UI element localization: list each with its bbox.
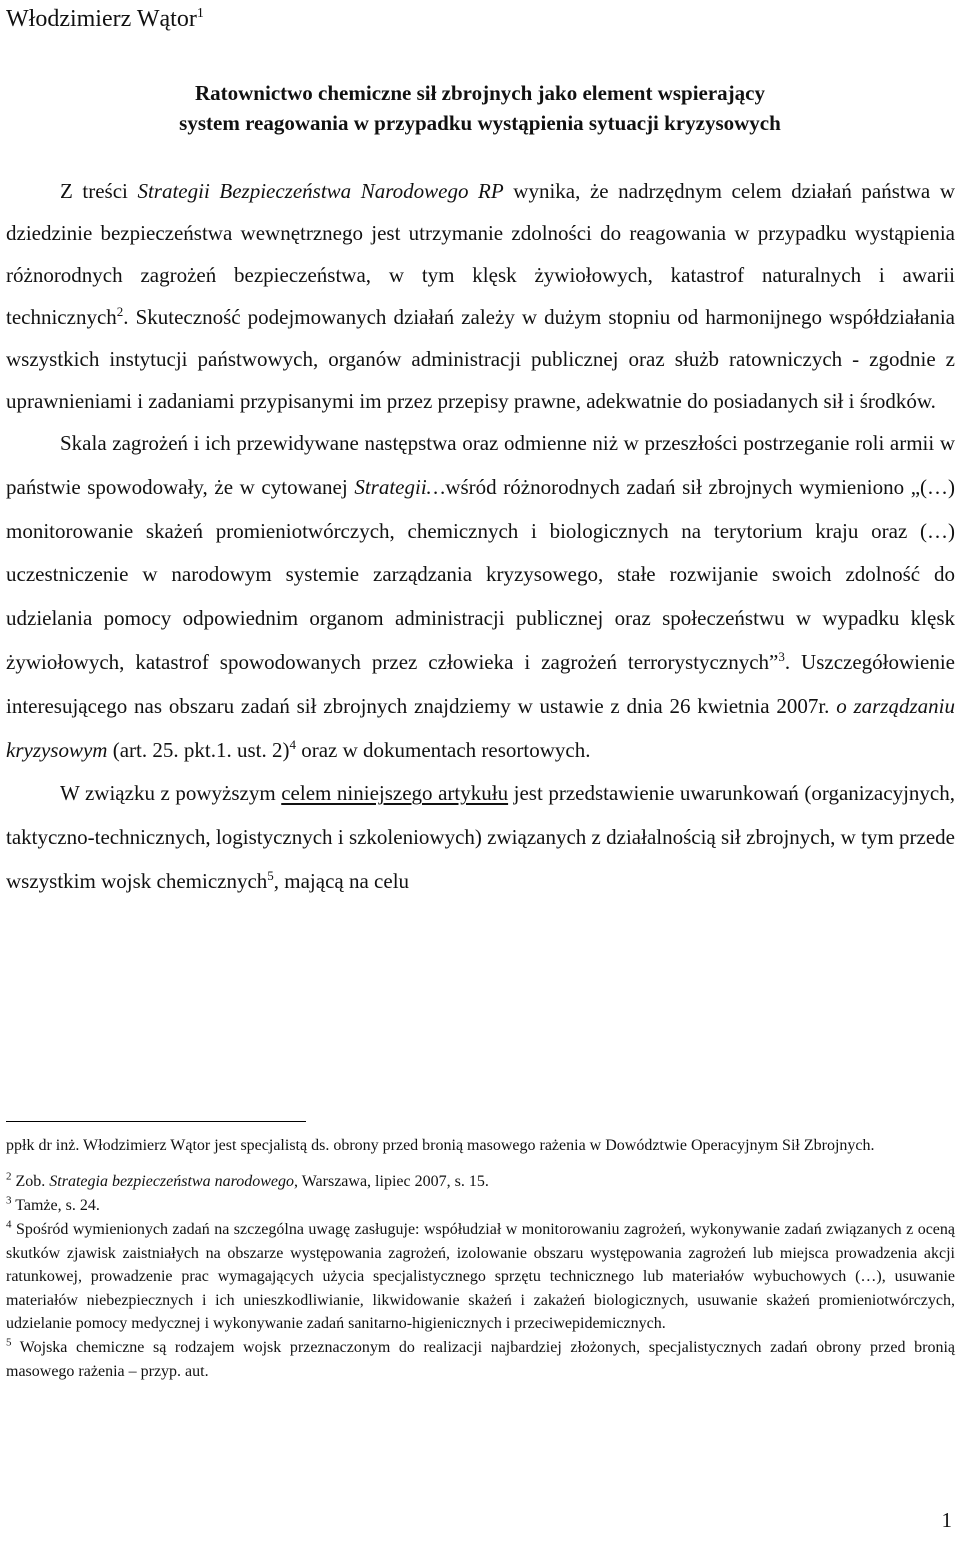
- footnote-4: $^4$ Spośród wymienionych zadań na szczególna uwagę zasługuje: współudział w monitorowaniu zagrożeń, wykonywanie zadań związanych z oceną skutków zjawisk zaistniałych na obszarze występowania zagrożeń, izolowanie obszaru występowania zagrożeń lub miejsca prowadzenia akcji ratunkowej, prowadzenie prac wymagających użycia specjalistycznego sprzętu technicznego lub materiałów wybuchowych (…), usuwanie materiałów niebezpiecznych i ich unieszkodliwianie, likwidowanie skażeń i zakażeń biologicznych, usuwanie skażeń promieniotwórczych, udzielanie pomocy medycznej i wykonywanie zadań sanitarno-higienicznych i przeciwepidemicznych.: [6, 1218, 955, 1333]
- italic-strategy: Strategii…: [354, 474, 446, 499]
- footnote-separator: [6, 1121, 306, 1122]
- italic-act-title: o zarządzaniu kryzysowym: [6, 693, 955, 762]
- article-body: [6, 170, 955, 904]
- footnote-ref-4[interactable]: 4: [289, 736, 296, 752]
- article-title: [0, 78, 960, 138]
- paragraph-3: W związku z powyższym celem niniejszego artykułu jest przedstawienie uwarunkowań (organizacyjnych, taktyczno-technicznych, logistycznych i szkoleniowych) związanych z działalnością sił zbrojnych, w tym przede wszystkim wojsk chemicznych$^5$, mającą na celu: [6, 781, 955, 893]
- underlined-phrase: celem niniejszego artykułu: [281, 781, 509, 806]
- footnote-ref-5[interactable]: 5: [267, 867, 274, 883]
- author-name: Włodzimierz Wątor$^1$: [6, 6, 204, 32]
- footnote-5: $^5$ Wojska chemiczne są rodzajem wojsk przeznaczonym do realizacji najbardziej złożonych, specjalistycznych zadań obrony przed bronią masowego rażenia – przyp. aut.: [6, 1336, 955, 1380]
- title-line-2: system reagowania w przypadku wystąpienia sytuacji kryzysowych: [179, 111, 781, 135]
- footnote-2: $^2$ Zob. Strategia bezpieczeństwa narodowego, Warszawa, lipiec 2007, s. 15.: [6, 1170, 489, 1190]
- page-number: 1: [941, 1508, 952, 1532]
- footnote-ref-2[interactable]: 2: [116, 304, 124, 319]
- footnote-ref-3[interactable]: 3: [778, 648, 785, 664]
- italic-title: Strategii Bezpieczeństwa Narodowego RP: [137, 179, 504, 203]
- paragraph-2: Skala zagrożeń i ich przewidywane następstwa oraz odmienne niż w przeszłości postrzeganie roli armii w państwie spowodowały, że w cytowanej Strategii…wśród różnorodnych zadań sił zbrojnych wymieniono „(…) monitorowanie skażeń promieniotwórczych, chemicznych i biologicznych na terytorium kraju oraz (…) uczestniczenie w narodowym systemie zarządzania kryzysowego, stałe rozwijanie swoich zdolność do udzielania pomocy odpowiednim organom administracji publicznej oraz społeczeństwu w wypadku klęsk żywiołowych, katastrof spowodowanych przez człowieka i zagrożeń terrorystycznych”$^3$. Uszczegółowienie interesującego nas obszaru zadań sił zbrojnych znajdziemy w ustawie z dnia 26 kwietnia 2007r. o zarządzaniu kryzysowym (art. 25. pkt.1. ust. 2)$^4$ oraz w dokumentach resortowych.: [6, 431, 955, 762]
- paragraph-1: Z treści Strategii Bezpieczeństwa Narodowego RP wynika, że nadrzędnym celem działań państwa w dziedzinie bezpieczeństwa wewnętrznego jest utrzymanie zdolności do reagowania w przypadku wystąpienia różnorodnych zagrożeń bezpieczeństwa, w tym klęsk żywiołowych, katastrof naturalnych i awarii technicznych$^2$. Skuteczność podejmowanych działań zależy w dużym stopniu od harmonijnego współdziałania wszystkich instytucji państwowych, organów administracji publicznej oraz służb ratowniczych - zgodnie z uprawnieniami i zadaniami przypisanymi im przez przepisy prawne, adekwatnie do posiadanych sił i środków.: [6, 179, 955, 413]
- footnotes: [6, 1134, 955, 1383]
- author-footnote-mark: 1: [196, 6, 204, 21]
- footnote-author: ppłk dr inż. Włodzimierz Wątor jest specjalistą ds. obrony przed bronią masowego rażenia w Dowództwie Operacyjnym Sił Zbrojnych.: [6, 1137, 875, 1154]
- title-line-1: Ratownictwo chemiczne sił zbrojnych jako element wspierający: [194, 81, 765, 105]
- footnote-3: $^3$ Tamże, s. 24.: [6, 1194, 100, 1214]
